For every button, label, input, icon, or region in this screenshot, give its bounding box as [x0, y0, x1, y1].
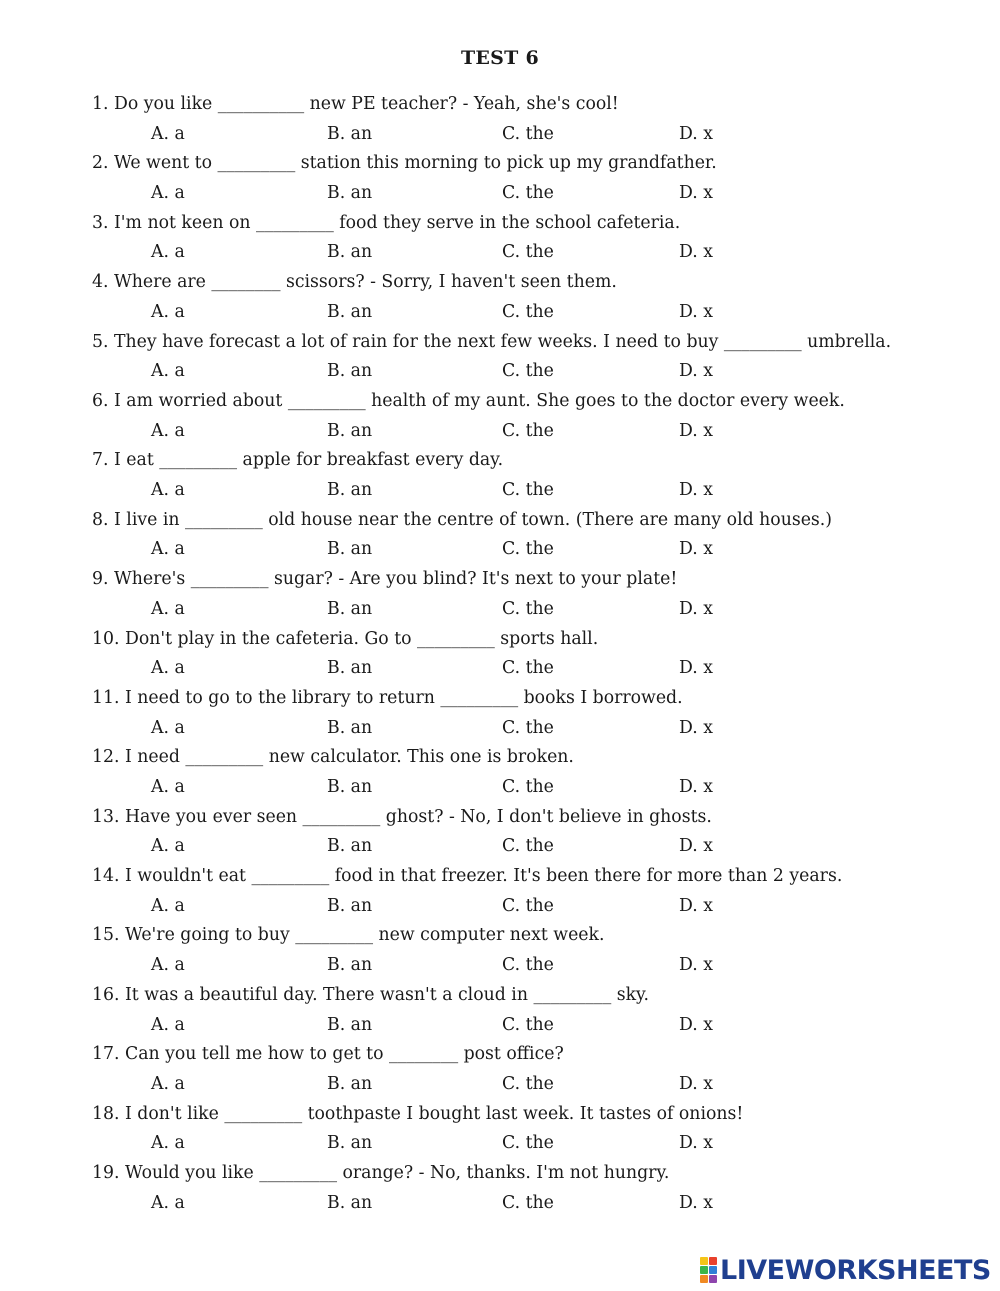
answer-option[interactable]: D. x [679, 1192, 713, 1213]
answer-options [92, 832, 952, 862]
liveworksheets-logo [700, 1254, 991, 1286]
logo-text: LIVEWORKSHEETS [720, 1254, 991, 1286]
answer-option[interactable]: C. the [502, 301, 554, 322]
answer-option[interactable]: C. the [502, 361, 554, 382]
answer-options [92, 535, 952, 565]
answer-option[interactable]: B. an [327, 420, 373, 441]
answer-options [92, 951, 952, 981]
answer-options [92, 773, 952, 803]
liveworksheets-logo-icon [700, 1257, 717, 1283]
answer-option[interactable]: C. the [502, 242, 554, 263]
answer-option[interactable]: D. x [679, 480, 713, 501]
question-item [92, 387, 952, 446]
answer-option[interactable]: D. x [679, 717, 713, 738]
question-text: 5. They have forecast a lot of rain for the next few weeks. I need to buy _________ umbrella. [92, 331, 892, 352]
answer-option[interactable]: C. the [502, 1073, 554, 1094]
answer-option[interactable]: B. an [327, 301, 373, 322]
answer-option[interactable]: B. an [327, 776, 373, 797]
answer-option[interactable]: A. a [151, 361, 185, 382]
answer-option[interactable]: A. a [151, 598, 185, 619]
answer-option[interactable]: A. a [151, 836, 185, 857]
question-text: 8. I live in _________ old house near the centre of town. (There are many old houses.) [92, 509, 833, 530]
answer-option[interactable]: D. x [679, 361, 713, 382]
question-item [92, 803, 952, 862]
answer-option[interactable]: B. an [327, 1192, 373, 1213]
question-text: 16. It was a beautiful day. There wasn't a cloud in _________ sky. [92, 984, 649, 1005]
question-text: 2. We went to _________ station this morning to pick up my grandfather. [92, 153, 717, 174]
answer-option[interactable]: C. the [502, 1192, 554, 1213]
answer-option[interactable]: B. an [327, 717, 373, 738]
answer-options [92, 1011, 952, 1041]
answer-option[interactable]: D. x [679, 1133, 713, 1154]
answer-option[interactable]: C. the [502, 598, 554, 619]
question-text: 1. Do you like __________ new PE teacher? - Yeah, she's cool! [92, 94, 619, 114]
question-item [92, 506, 952, 565]
answer-option[interactable]: C. the [502, 895, 554, 916]
answer-option[interactable]: B. an [327, 1073, 373, 1094]
answer-option[interactable]: B. an [327, 955, 373, 976]
answer-option[interactable]: C. the [502, 717, 554, 738]
answer-option[interactable]: A. a [151, 1133, 185, 1154]
answer-option[interactable]: B. an [327, 123, 373, 144]
answer-option[interactable]: A. a [151, 242, 185, 263]
answer-option[interactable]: A. a [151, 420, 185, 441]
answer-option[interactable]: D. x [679, 598, 713, 619]
answer-option[interactable]: D. x [679, 1073, 713, 1094]
answer-option[interactable]: A. a [151, 1192, 185, 1213]
question-item [92, 446, 952, 505]
answer-option[interactable]: D. x [679, 123, 713, 144]
answer-option[interactable]: A. a [151, 955, 185, 976]
question-item [92, 625, 952, 684]
question-item [92, 921, 952, 980]
question-item [92, 1100, 952, 1159]
answer-option[interactable]: A. a [151, 717, 185, 738]
answer-option[interactable]: B. an [327, 658, 373, 679]
answer-options [92, 714, 952, 744]
answer-option[interactable]: B. an [327, 895, 373, 916]
answer-options [92, 417, 952, 447]
question-text: 6. I am worried about _________ health of my aunt. She goes to the doctor every week. [92, 390, 845, 411]
answer-option[interactable]: B. an [327, 480, 373, 501]
answer-option[interactable]: D. x [679, 955, 713, 976]
answer-option[interactable]: D. x [679, 1014, 713, 1035]
answer-options [92, 238, 952, 268]
logo-square [700, 1275, 708, 1283]
answer-option[interactable]: A. a [151, 776, 185, 797]
answer-options [92, 179, 952, 209]
answer-option[interactable]: C. the [502, 658, 554, 679]
question-item [92, 268, 952, 327]
answer-option[interactable]: C. the [502, 480, 554, 501]
answer-options [92, 1189, 952, 1219]
answer-options [92, 595, 952, 625]
answer-option[interactable]: C. the [502, 1133, 554, 1154]
answer-options [92, 120, 952, 150]
answer-option[interactable]: C. the [502, 776, 554, 797]
question-text: 3. I'm not keen on _________ food they serve in the school cafeteria. [92, 212, 681, 233]
answer-option[interactable]: D. x [679, 539, 713, 560]
question-item [92, 1040, 952, 1099]
answer-option[interactable]: A. a [151, 895, 185, 916]
answer-option[interactable]: C. the [502, 420, 554, 441]
question-text: 9. Where's _________ sugar? - Are you blind? It's next to your plate! [92, 569, 678, 590]
answer-option[interactable]: B. an [327, 539, 373, 560]
question-text: 13. Have you ever seen _________ ghost? - No, I don't believe in ghosts. [92, 806, 712, 827]
answer-option[interactable]: D. x [679, 242, 713, 263]
logo-square [709, 1275, 717, 1283]
answer-option[interactable]: C. the [502, 836, 554, 857]
answer-option[interactable]: C. the [502, 123, 554, 144]
answer-option[interactable]: C. the [502, 183, 554, 204]
answer-option[interactable]: A. a [151, 1073, 185, 1094]
answer-options [92, 357, 952, 387]
question-item [92, 743, 952, 802]
question-list [92, 90, 952, 1218]
answer-option[interactable]: C. the [502, 955, 554, 976]
question-item [92, 328, 952, 387]
answer-option[interactable]: B. an [327, 836, 373, 857]
logo-square [709, 1257, 717, 1265]
answer-option[interactable]: D. x [679, 420, 713, 441]
answer-option[interactable]: A. a [151, 123, 185, 144]
question-text: 12. I need _________ new calculator. This one is broken. [92, 747, 574, 768]
question-text: 18. I don't like _________ toothpaste I bought last week. It tastes of onions! [92, 1103, 744, 1124]
answer-option[interactable]: D. x [679, 658, 713, 679]
logo-square [700, 1257, 708, 1265]
answer-option[interactable]: A. a [151, 1014, 185, 1035]
answer-option[interactable]: A. a [151, 301, 185, 322]
answer-option[interactable]: D. x [679, 895, 713, 916]
answer-options [92, 892, 952, 922]
question-item [92, 1159, 952, 1218]
answer-option[interactable]: C. the [502, 539, 554, 560]
question-item [92, 862, 952, 921]
answer-options [92, 1070, 952, 1100]
question-item [92, 209, 952, 268]
question-item [92, 565, 952, 624]
answer-option[interactable]: D. x [679, 836, 713, 857]
answer-option[interactable]: D. x [679, 776, 713, 797]
question-item [92, 90, 952, 149]
question-text: 10. Don't play in the cafeteria. Go to _________ sports hall. [92, 628, 599, 649]
question-text: 7. I eat _________ apple for breakfast every day. [92, 450, 504, 471]
answer-option[interactable]: D. x [679, 183, 713, 204]
page-title: TEST 6 [460, 47, 540, 69]
question-text: 15. We're going to buy _________ new computer next week. [92, 925, 605, 946]
answer-option[interactable]: C. the [502, 1014, 554, 1035]
answer-option[interactable]: A. a [151, 539, 185, 560]
answer-option[interactable]: B. an [327, 183, 373, 204]
question-item [92, 684, 952, 743]
answer-option[interactable]: A. a [151, 183, 185, 204]
answer-options [92, 476, 952, 506]
question-text: 14. I wouldn't eat _________ food in that freezer. It's been there for more than 2 years. [92, 866, 843, 887]
answer-options [92, 298, 952, 328]
answer-option[interactable]: B. an [327, 1014, 373, 1035]
answer-option[interactable]: D. x [679, 301, 713, 322]
question-text: 17. Can you tell me how to get to ________ post office? [92, 1044, 564, 1065]
answer-option[interactable]: A. a [151, 480, 185, 501]
logo-square [700, 1266, 708, 1274]
answer-option[interactable]: A. a [151, 658, 185, 679]
question-text: 11. I need to go to the library to return _________ books I borrowed. [92, 687, 683, 708]
answer-options [92, 654, 952, 684]
question-item [92, 149, 952, 208]
question-item [92, 981, 952, 1040]
logo-square [709, 1266, 717, 1274]
answer-option[interactable]: B. an [327, 598, 373, 619]
answer-option[interactable]: B. an [327, 1133, 373, 1154]
question-text: 4. Where are ________ scissors? - Sorry, I haven't seen them. [92, 272, 617, 293]
question-text: 19. Would you like _________ orange? - No, thanks. I'm not hungry. [92, 1163, 670, 1184]
answer-option[interactable]: B. an [327, 361, 373, 382]
answer-option[interactable]: B. an [327, 242, 373, 263]
answer-options [92, 1129, 952, 1159]
